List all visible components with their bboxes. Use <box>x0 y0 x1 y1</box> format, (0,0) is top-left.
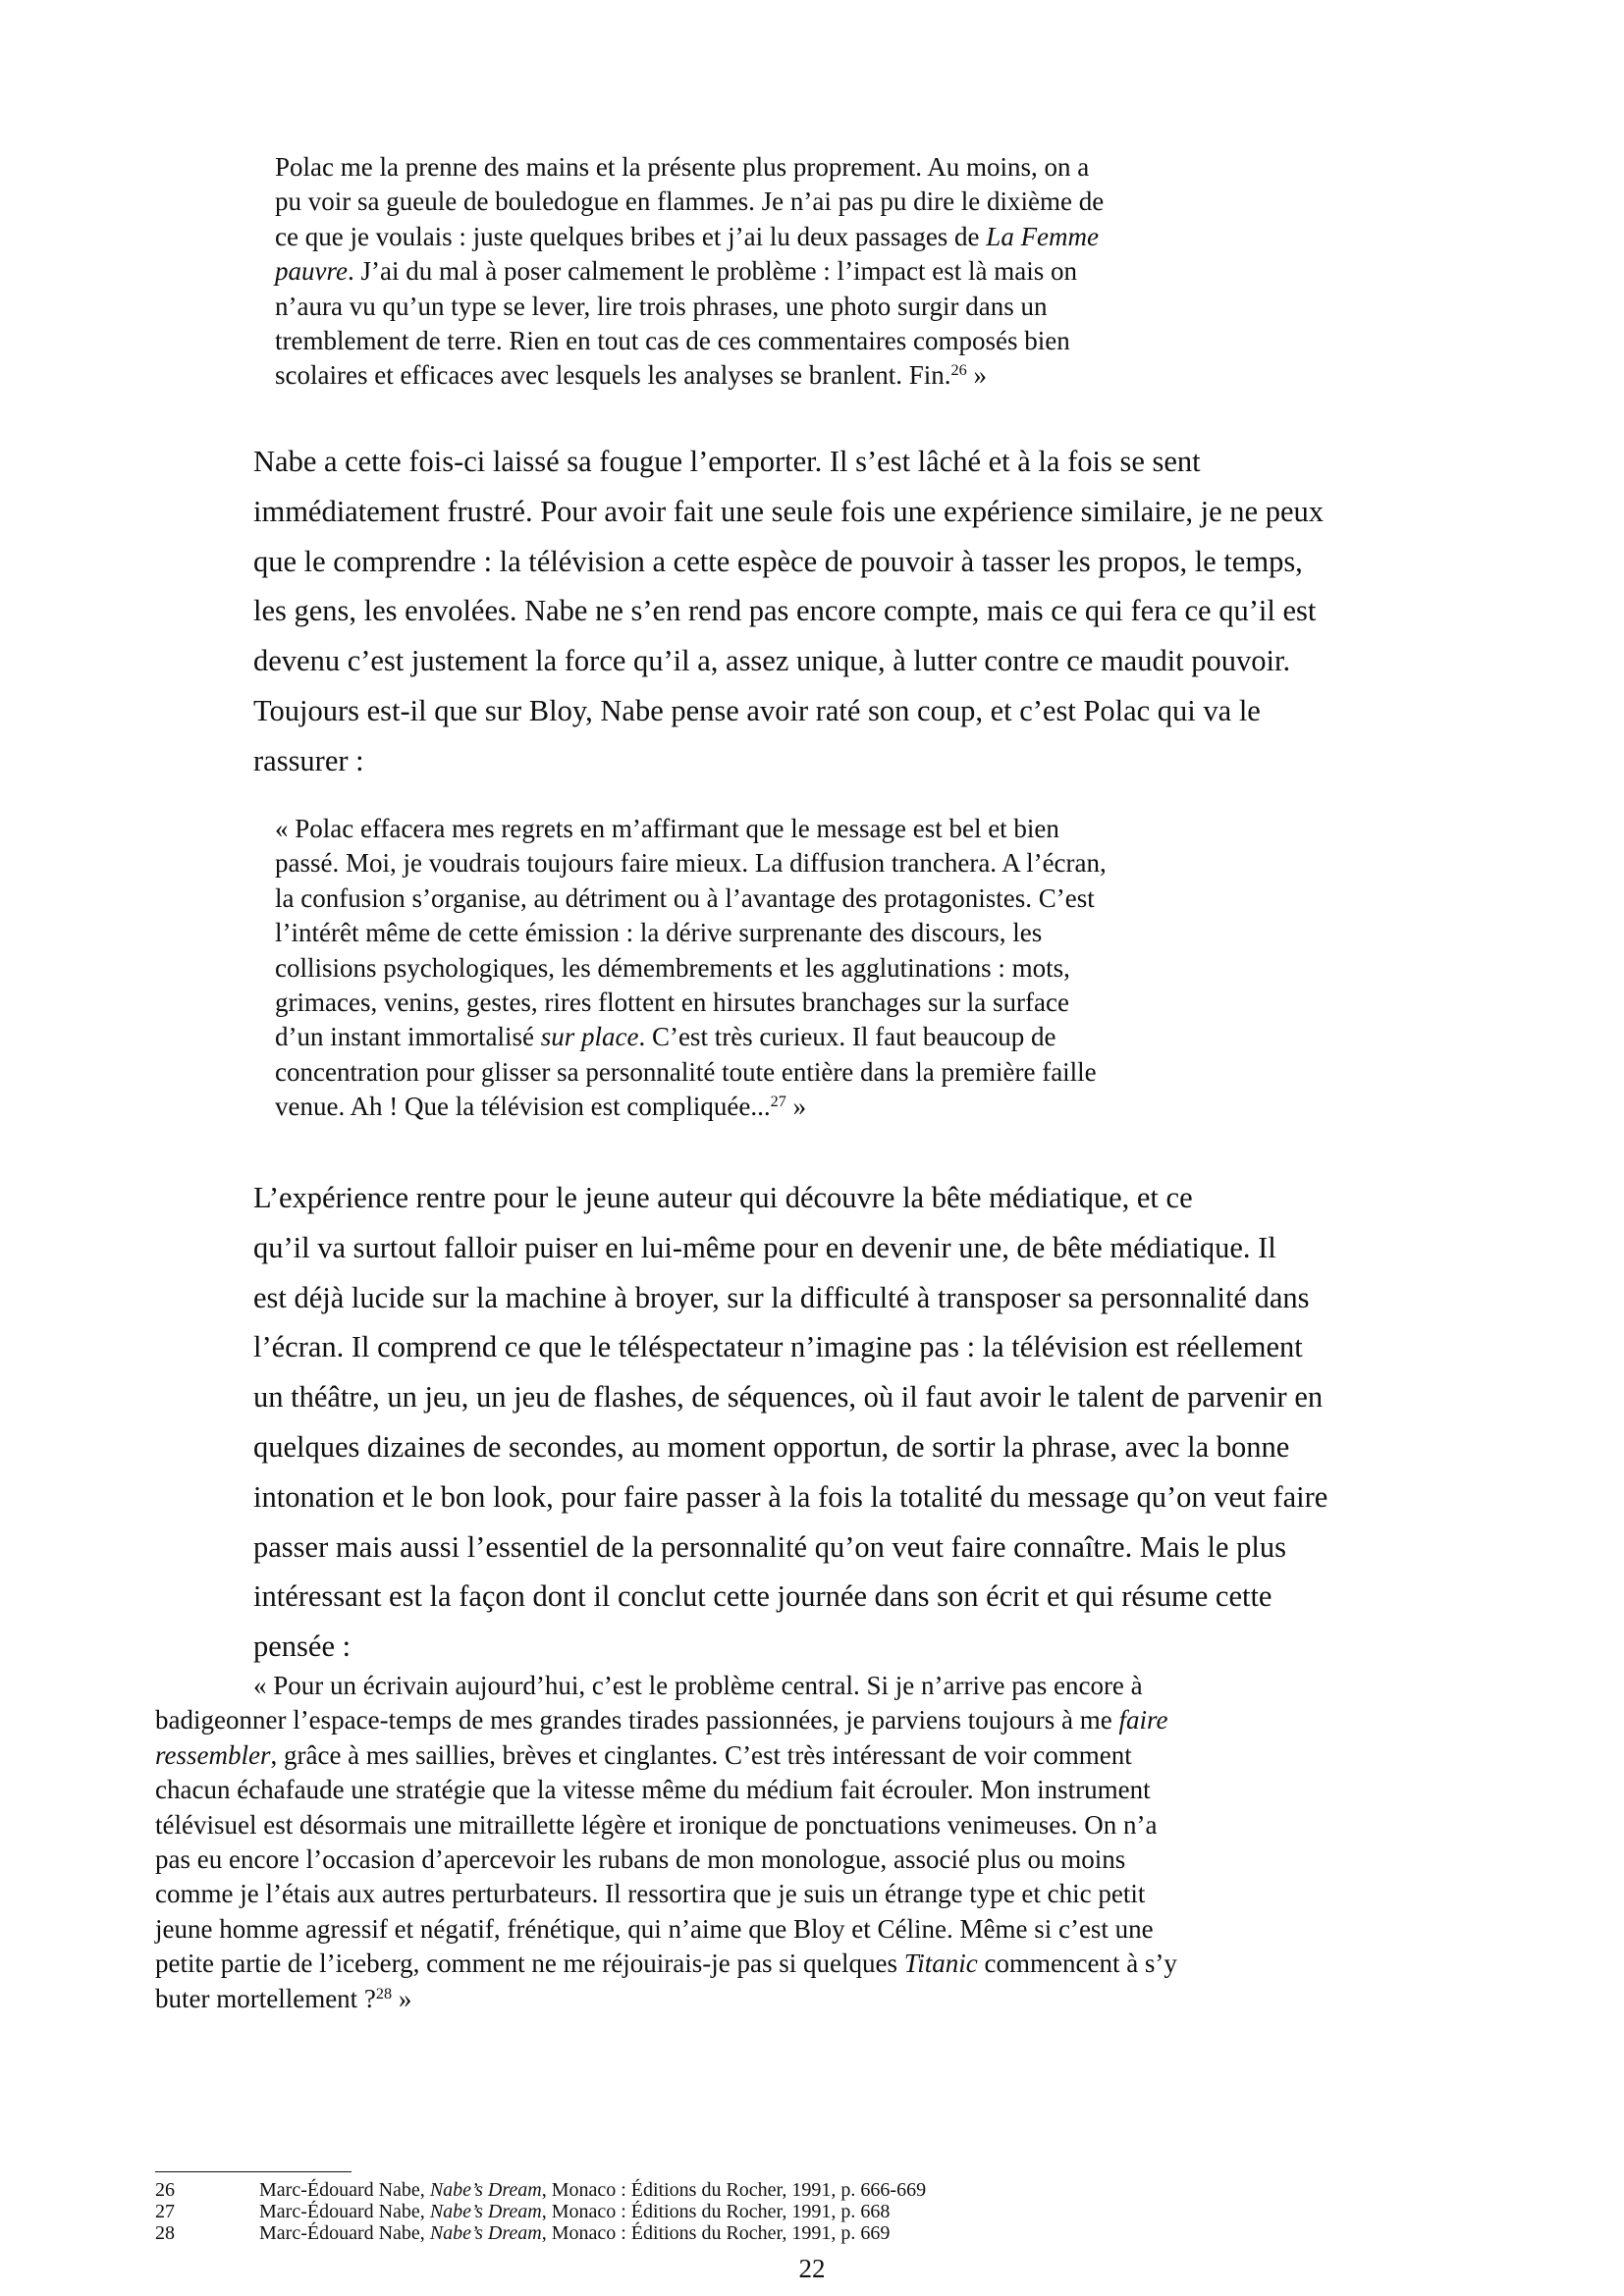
block-quote-2 <box>275 812 1214 1125</box>
text-line: devenu c’est justement la force qu’il a, assez unique, à lutter contre ce maudit pouvoir. <box>253 644 1291 678</box>
body-paragraph-2 <box>155 1173 1329 1672</box>
text-line: Toujours est-il que sur Bloy, Nabe pense avoir raté son coup, et c’est Polac qui va le <box>253 693 1261 727</box>
text-line: l’intérêt même de cette émission : la dérive surprenante des discours, les <box>275 918 1043 948</box>
footnote-ref[interactable]: 26 <box>950 361 967 380</box>
text-line: buter mortellement ?$^{28}$ » <box>155 1983 412 2013</box>
footnote-separator <box>155 2171 352 2172</box>
text-line: passer mais aussi l’essentiel de la personnalité qu’on veut faire connaître. Mais le plus <box>253 1529 1286 1564</box>
text-line: pauvre. J’ai du mal à poser calmement le problème : l’impact est là mais on <box>275 256 1077 287</box>
text-line: petite partie de l’iceberg, comment ne me réjouirais-je pas si quelques Titanic commencent à s’y <box>155 1949 1177 1979</box>
text-line: est déjà lucide sur la machine à broyer, sur la difficulté à transposer sa personnalité dans <box>253 1280 1310 1314</box>
text-line: collisions psychologiques, les démembrements et les agglutinations : mots, <box>275 952 1070 983</box>
text-line: n’aura vu qu’un type se lever, lire trois phrases, une photo surgir dans un <box>275 291 1048 321</box>
text-line: intonation et le bon look, pour faire passer à la fois la totalité du message qu’on veut faire <box>253 1479 1328 1514</box>
footnote-text: Marc-Édouard Nabe, Nabe’s Dream, Monaco : Éditions du Rocher, 1991, p. 669 <box>259 2222 891 2244</box>
text-line: pensée : <box>253 1629 352 1664</box>
emphasis: sur place <box>540 1022 639 1052</box>
footnote-text: Marc-Édouard Nabe, Nabe’s Dream, Monaco : Éditions du Rocher, 1991, p. 666-669 <box>259 2179 927 2201</box>
text-line: tremblement de terre. Rien en tout cas de ces commentaires composés bien <box>275 326 1070 356</box>
text-line: scolaires et efficaces avec lesquels les analyses se branlent. Fin.$^{26}$ » <box>275 360 987 391</box>
text-line: chacun échafaude une stratégie que la vitesse même du médium fait écrouler. Mon instrument <box>155 1775 1151 1805</box>
footnote-number: 28 <box>155 2222 175 2244</box>
text-line: « Polac effacera mes regrets en m’affirmant que le message est bel et bien <box>275 814 1059 843</box>
text-line: « Pour un écrivain aujourd’hui, c’est le problème central. Si je n’arrive pas encore à <box>253 1671 1143 1700</box>
footnote-ref[interactable]: 27 <box>770 1093 786 1111</box>
body-paragraph-1 <box>155 437 1329 786</box>
text-line: un théâtre, un jeu, un jeu de flashes, de séquences, où il faut avoir le talent de parvenir en <box>253 1380 1324 1415</box>
text-line: concentration pour glisser sa personnalité toute entière dans la première faille <box>275 1056 1097 1087</box>
footnote-text: Marc-Édouard Nabe, Nabe’s Dream, Monaco : Éditions du Rocher, 1991, p. 668 <box>259 2201 891 2222</box>
text-line: comme je l’étais aux autres perturbateurs. Il ressortira que je suis un étrange type et chic petit <box>155 1879 1146 1909</box>
text-line: rassurer : <box>253 743 364 777</box>
text-line: grimaces, venins, gestes, rires flottent en hirsutes branchages sur la surface <box>275 988 1069 1018</box>
text-line: immédiatement frustré. Pour avoir fait une seule fois une expérience similaire, je ne peux <box>253 494 1324 528</box>
text-line: badigeonner l’espace-temps de mes grandes tirades passionnées, je parviens toujours à me faire <box>155 1705 1168 1735</box>
text-line: intéressant est la façon dont il conclut cette journée dans son écrit et qui résume cette <box>253 1579 1272 1614</box>
text-line: les gens, les envolées. Nabe ne s’en rend pas encore compte, mais ce qui fera ce qu’il est <box>253 594 1317 628</box>
text-line: venue. Ah ! Que la télévision est compliquée...$^{27}$ » <box>275 1092 807 1122</box>
block-quote-3 <box>155 1669 1329 2016</box>
book-title: La Femme <box>986 221 1100 251</box>
text-line: Nabe a cette fois-ci laissé sa fougue l’emporter. Il s’est lâché et à la fois se sent <box>253 445 1201 478</box>
book-title: pauvre <box>275 256 348 287</box>
text-line: que le comprendre : la télévision a cette espèce de pouvoir à tasser les propos, le temps, <box>253 544 1303 578</box>
footnote-number: 26 <box>155 2179 175 2201</box>
block-quote-1 <box>275 150 1214 394</box>
text-line: la confusion s’organise, au détriment ou à l’avantage des protagonistes. C’est <box>275 882 1095 913</box>
footnote-ref[interactable]: 28 <box>375 1984 393 2002</box>
page-number: 22 <box>798 2254 826 2283</box>
text-line: ressembler, grâce à mes saillies, brèves et cinglantes. C’est très intéressant de voir comment <box>155 1739 1132 1770</box>
text-line: ce que je voulais : juste quelques bribes et j’ai lu deux passages de La Femme <box>275 221 1100 251</box>
text-line: L’expérience rentre pour le jeune auteur qui découvre la bête médiatique, et ce <box>253 1181 1193 1214</box>
text-line: télévisuel est désormais une mitraillette légère et ironique de ponctuations venimeuses. On n’a <box>155 1809 1158 1840</box>
text-line: qu’il va surtout falloir puiser en lui-même pour en devenir une, de bête médiatique. Il <box>253 1230 1276 1264</box>
emphasis: Titanic <box>903 1949 978 1979</box>
text-line: passé. Moi, je voudrais toujours faire mieux. La diffusion tranchera. A l’écran, <box>275 848 1107 879</box>
text-line: quelques dizaines de secondes, au moment opportun, de sortir la phrase, avec la bonne <box>253 1429 1290 1464</box>
text-line: pu voir sa gueule de bouledogue en flammes. Je n’ai pas pu dire le dixième de <box>275 187 1105 217</box>
emphasis: faire <box>1118 1705 1168 1735</box>
emphasis: ressembler <box>155 1739 271 1770</box>
footnote-number: 27 <box>155 2201 175 2222</box>
text-line: jeune homme agressif et négatif, frénétique, qui n’aime que Bloy et Céline. Même si c’est une <box>155 1913 1154 1944</box>
text-line: l’écran. Il comprend ce que le téléspectateur n’imagine pas : la télévision est réellement <box>253 1330 1303 1364</box>
text-line: Polac me la prenne des mains et la présente plus proprement. Au moins, on a <box>275 152 1090 182</box>
text-line: pas eu encore l’occasion d’apercevoir les rubans de mon monologue, associé plus ou moins <box>155 1844 1126 1875</box>
text-line: d’un instant immortalisé sur place. C’est très curieux. Il faut beaucoup de <box>275 1022 1056 1052</box>
